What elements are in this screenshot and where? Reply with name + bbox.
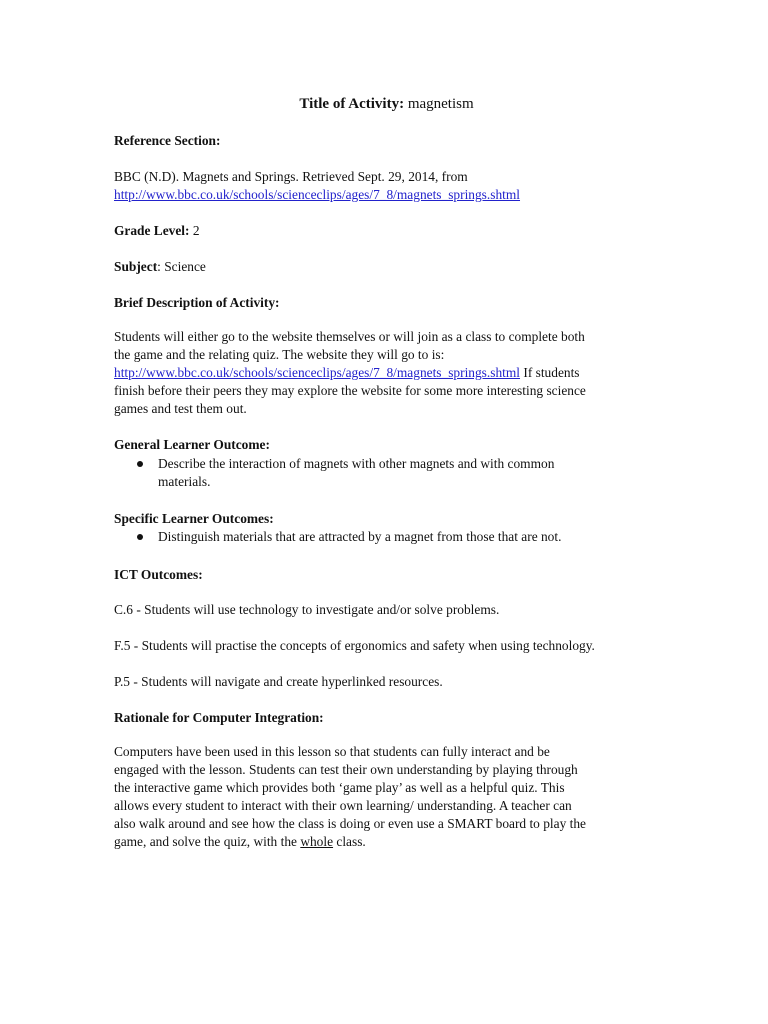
rationale-line-6 (114, 833, 366, 851)
general-outcome-item-line-2: materials. (158, 474, 211, 489)
description-heading-text: Brief Description of Activity: (114, 295, 280, 310)
grade-level (114, 222, 200, 240)
activity-title (114, 94, 659, 114)
reference-heading (114, 132, 220, 150)
rationale-line-5: also walk around and see how the class is doing or even use a SMART board to play the (114, 816, 586, 831)
ict-heading-text: ICT Outcomes: (114, 567, 203, 582)
reference-url-line (114, 186, 520, 204)
grade-value: 2 (192, 223, 200, 238)
subject (114, 258, 206, 276)
bullet-icon (137, 461, 143, 467)
rationale-line-3: the interactive game which provides both ‘game play’ as well as a helpful quiz. This (114, 780, 565, 795)
rationale-line-2: engaged with the lesson. Students can test their own understanding by playing through (114, 762, 578, 777)
description-line-3-after: If students (520, 365, 580, 380)
description-line-4: finish before their peers they may explore the website for some more interesting science (114, 383, 586, 398)
general-outcome-heading-text: General Learner Outcome: (114, 437, 270, 452)
rationale-heading (114, 709, 324, 727)
description-line-1: Students will either go to the website themselves or will join as a class to complete both (114, 329, 585, 344)
rationale-line-1: Computers have been used in this lesson so that students can fully interact and be (114, 744, 550, 759)
subject-label: Subject (114, 259, 158, 274)
ict-outcome-p5: P.5 - Students will navigate and create hyperlinked resources. (114, 674, 443, 689)
rationale-line-4: allows every student to interact with their own learning/ understanding. A teacher can (114, 798, 572, 813)
bullet-icon (137, 534, 143, 540)
description-link[interactable]: http://www.bbc.co.uk/schools/scienceclips/ages/7_8/magnets_springs.shtml (114, 365, 521, 380)
reference-citation: BBC (N.D). Magnets and Springs. Retrieved Sept. 29, 2014, from (114, 169, 468, 184)
ict-outcome-c6: C.6 - Students will use technology to investigate and/or solve problems. (114, 602, 500, 617)
description-heading (114, 294, 279, 312)
specific-outcome-item: Distinguish materials that are attracted by a magnet from those that are not. (158, 529, 562, 544)
grade-label: Grade Level: (114, 223, 190, 238)
title-label: Title of Activity: (299, 96, 405, 112)
document-page (114, 0, 659, 1024)
rationale-line-6-after: class. (333, 834, 366, 849)
general-outcome-heading (114, 436, 270, 454)
general-outcome-item-line-1: Describe the interaction of magnets with other magnets and with common (158, 456, 555, 471)
description-line-2: the game and the relating quiz. The website they will go to is: (114, 347, 445, 362)
description-line-5: games and test them out. (114, 401, 247, 416)
ict-outcome-f5: F.5 - Students will practise the concepts of ergonomics and safety when using technology. (114, 638, 595, 653)
title-value: magnetism (407, 96, 474, 112)
specific-outcomes-heading-text: Specific Learner Outcomes: (114, 511, 274, 526)
specific-outcomes-heading (114, 510, 274, 528)
reference-heading-text: Reference Section: (114, 133, 221, 148)
rationale-line-6-underlined: whole (300, 834, 334, 849)
reference-link[interactable]: http://www.bbc.co.uk/schools/scienceclips/ages/7_8/magnets_springs.shtml (114, 187, 521, 202)
rationale-heading-text: Rationale for Computer Integration: (114, 710, 324, 725)
rationale-line-6-before: game, and solve the quiz, with the (114, 834, 301, 849)
ict-heading (114, 566, 203, 584)
subject-value: : Science (157, 259, 206, 274)
description-line-3 (114, 364, 580, 382)
